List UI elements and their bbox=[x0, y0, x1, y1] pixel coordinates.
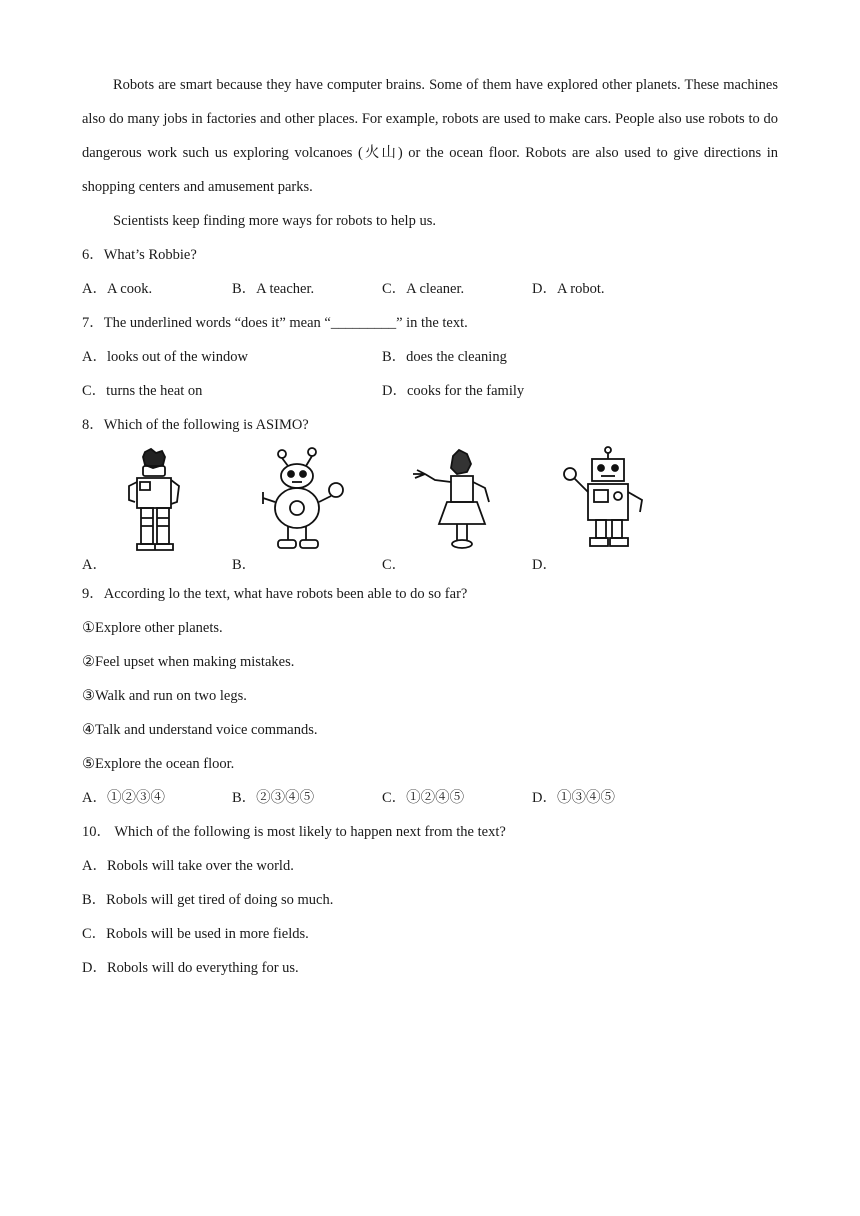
picture-option-a[interactable] bbox=[82, 442, 232, 577]
statement-item: ①Explore other planets. bbox=[82, 620, 223, 636]
round-robot-icon bbox=[252, 446, 352, 556]
statement-item: ④Talk and understand voice commands. bbox=[82, 722, 318, 738]
option-d[interactable]: D．①③④⑤ bbox=[532, 790, 615, 806]
cleaning-robot-icon bbox=[407, 446, 517, 556]
passage-paragraph-2: Scientists keep finding more ways for robots to help us. bbox=[113, 213, 436, 229]
option-c-label: C． bbox=[382, 557, 407, 573]
option-b[interactable]: B．does the cleaning bbox=[382, 349, 507, 365]
option-c[interactable]: C．Robols will be used in more fields. bbox=[82, 926, 309, 942]
question-6-stem: 6．What’s Robbie? bbox=[82, 247, 197, 263]
option-d-label: D． bbox=[532, 557, 557, 573]
question-10-stem: 10． Which of the following is most likely to happen next from the text? bbox=[82, 824, 506, 840]
question-8-picture-options bbox=[82, 442, 778, 577]
question-8-stem: 8．Which of the following is ASIMO? bbox=[82, 417, 309, 433]
option-a[interactable]: A．looks out of the window bbox=[82, 349, 248, 365]
option-d[interactable]: D．A robot. bbox=[532, 281, 605, 297]
option-d[interactable]: D．Robols will do everything for us. bbox=[82, 960, 299, 976]
option-a[interactable]: A．A cook. bbox=[82, 281, 153, 297]
picture-option-c[interactable] bbox=[382, 442, 532, 577]
statement-item: ②Feel upset when making mistakes. bbox=[82, 654, 295, 670]
option-b-label: B． bbox=[232, 557, 257, 573]
worksheet-page bbox=[82, 68, 778, 985]
question-6-options bbox=[82, 272, 778, 306]
question-7-stem: 7．The underlined words “does it” mean “_________” in the text. bbox=[82, 315, 468, 331]
option-b[interactable]: B．Robols will get tired of doing so much. bbox=[82, 892, 334, 908]
walking-robot-icon bbox=[107, 446, 197, 556]
option-a-label: A． bbox=[82, 557, 107, 573]
option-a[interactable]: A．①②③④ bbox=[82, 790, 165, 806]
question-7-options-row-2 bbox=[82, 374, 778, 408]
picture-option-d[interactable] bbox=[532, 442, 682, 577]
question-9-options bbox=[82, 781, 778, 815]
option-a[interactable]: A．Robols will take over the world. bbox=[82, 858, 294, 874]
option-c[interactable]: C．①②④⑤ bbox=[382, 790, 465, 806]
option-b[interactable]: B．②③④⑤ bbox=[232, 790, 315, 806]
question-9-stem: 9．According lo the text, what have robots been able to do so far? bbox=[82, 586, 468, 602]
option-c[interactable]: C．A cleaner. bbox=[382, 281, 465, 297]
option-c[interactable]: C．turns the heat on bbox=[82, 383, 203, 399]
option-b[interactable]: B．A teacher. bbox=[232, 281, 315, 297]
statement-item: ⑤Explore the ocean floor. bbox=[82, 756, 235, 772]
box-robot-icon bbox=[552, 446, 662, 556]
passage-paragraph-1: Robots are smart because they have computer brains. Some of them have explored other planets. These machines also do many jobs in factories and other places. For example, robots are used to make cars. People also use robots to do dangerous work such us exploring volcanoes (火山) or the ocean floor. Robots are also used to give directions in shopping centers and amusement parks. bbox=[82, 77, 778, 195]
option-d[interactable]: D．cooks for the family bbox=[382, 383, 525, 399]
picture-option-b[interactable] bbox=[232, 442, 382, 577]
question-7-options-row-1 bbox=[82, 340, 778, 374]
statement-item: ③Walk and run on two legs. bbox=[82, 688, 247, 704]
